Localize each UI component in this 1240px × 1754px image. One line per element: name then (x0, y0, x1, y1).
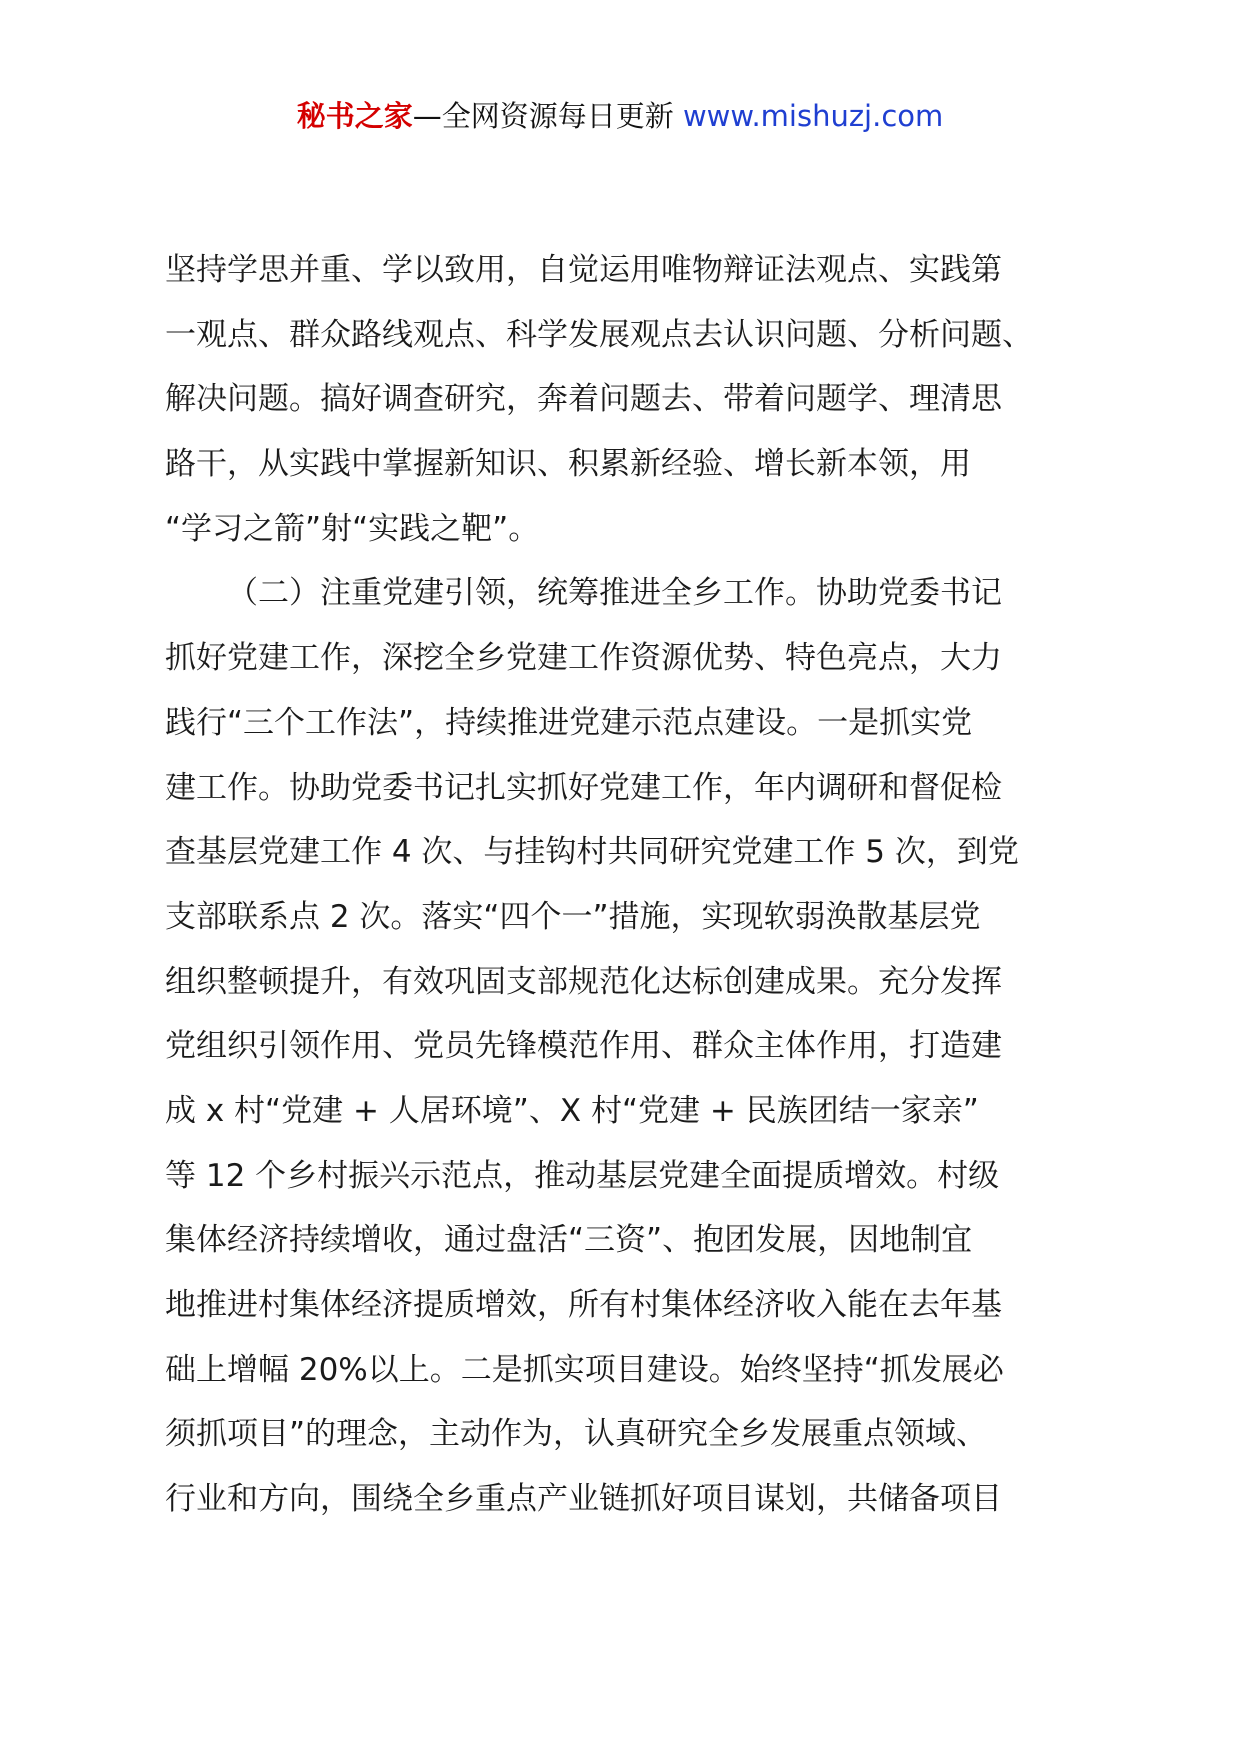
body-line: 行业和方向，围绕全乡重点产业链抓好项目谋划，共储备项目 (165, 1481, 1002, 1518)
body-line: 支部联系点 2 次。落实“四个一”措施，实现软弱涣散基层党 (165, 898, 981, 935)
site-header (0, 96, 1240, 136)
body-line: 抓好党建工作，深挖全乡党建工作资源优势、特色亮点，大力 (165, 640, 1002, 677)
site-brand-name: 秘书之家 (296, 99, 413, 133)
section-heading-line: （二）注重党建引领，统筹推进全乡工作。协助党委书记 (227, 575, 1002, 612)
body-line: 地推进村集体经济提质增效，所有村集体经济收入能在去年基 (165, 1287, 1002, 1323)
body-line: 须抓项目”的理念，主动作为，认真研究全乡发展重点领域、 (165, 1416, 988, 1453)
body-line: “学习之箭”射“实践之靶”。 (165, 510, 540, 547)
site-url-link[interactable]: www.mishuzj.com (682, 99, 944, 133)
body-line: 建工作。协助党委书记扎实抓好党建工作，年内调研和督促检 (165, 769, 1002, 806)
body-line: 等 12 个乡村振兴示范点，推动基层党建全面提质增效。村级 (165, 1157, 1000, 1194)
body-line: 党组织引领作用、党员先锋模范作用、群众主体作用，打造建 (165, 1028, 1002, 1065)
body-line: 一观点、群众路线观点、科学发展观点去认识问题、分析问题、 (165, 316, 1033, 353)
body-line: 解决问题。搞好调查研究，奔着问题去、带着问题学、理清思 (165, 381, 1002, 418)
body-line: 坚持学思并重、学以致用，自觉运用唯物辩证法观点、实践第 (165, 252, 1002, 288)
body-line: 成 x 村“党建 + 人居环境”、X 村“党建 + 民族团结一家亲” (165, 1092, 979, 1129)
body-line: 集体经济持续增收，通过盘活“三资”、抱团发展，因地制宜 (165, 1222, 973, 1259)
body-line: 查基层党建工作 4 次、与挂钩村共同研究党建工作 5 次，到党 (165, 834, 1019, 871)
body-line: 路干，从实践中掌握新知识、积累新经验、增长新本领，用 (165, 446, 971, 483)
body-line: 础上增幅 20%以上。二是抓实项目建设。始终坚持“抓发展必 (165, 1351, 1004, 1388)
site-tagline: —全网资源每日更新 (412, 99, 683, 133)
body-line: 践行“三个工作法”，持续推进党建示范点建设。一是抓实党 (165, 704, 973, 741)
document-body (165, 238, 1095, 1532)
body-line: 组织整顿提升，有效巩固支部规范化达标创建成果。充分发挥 (165, 963, 1002, 1000)
